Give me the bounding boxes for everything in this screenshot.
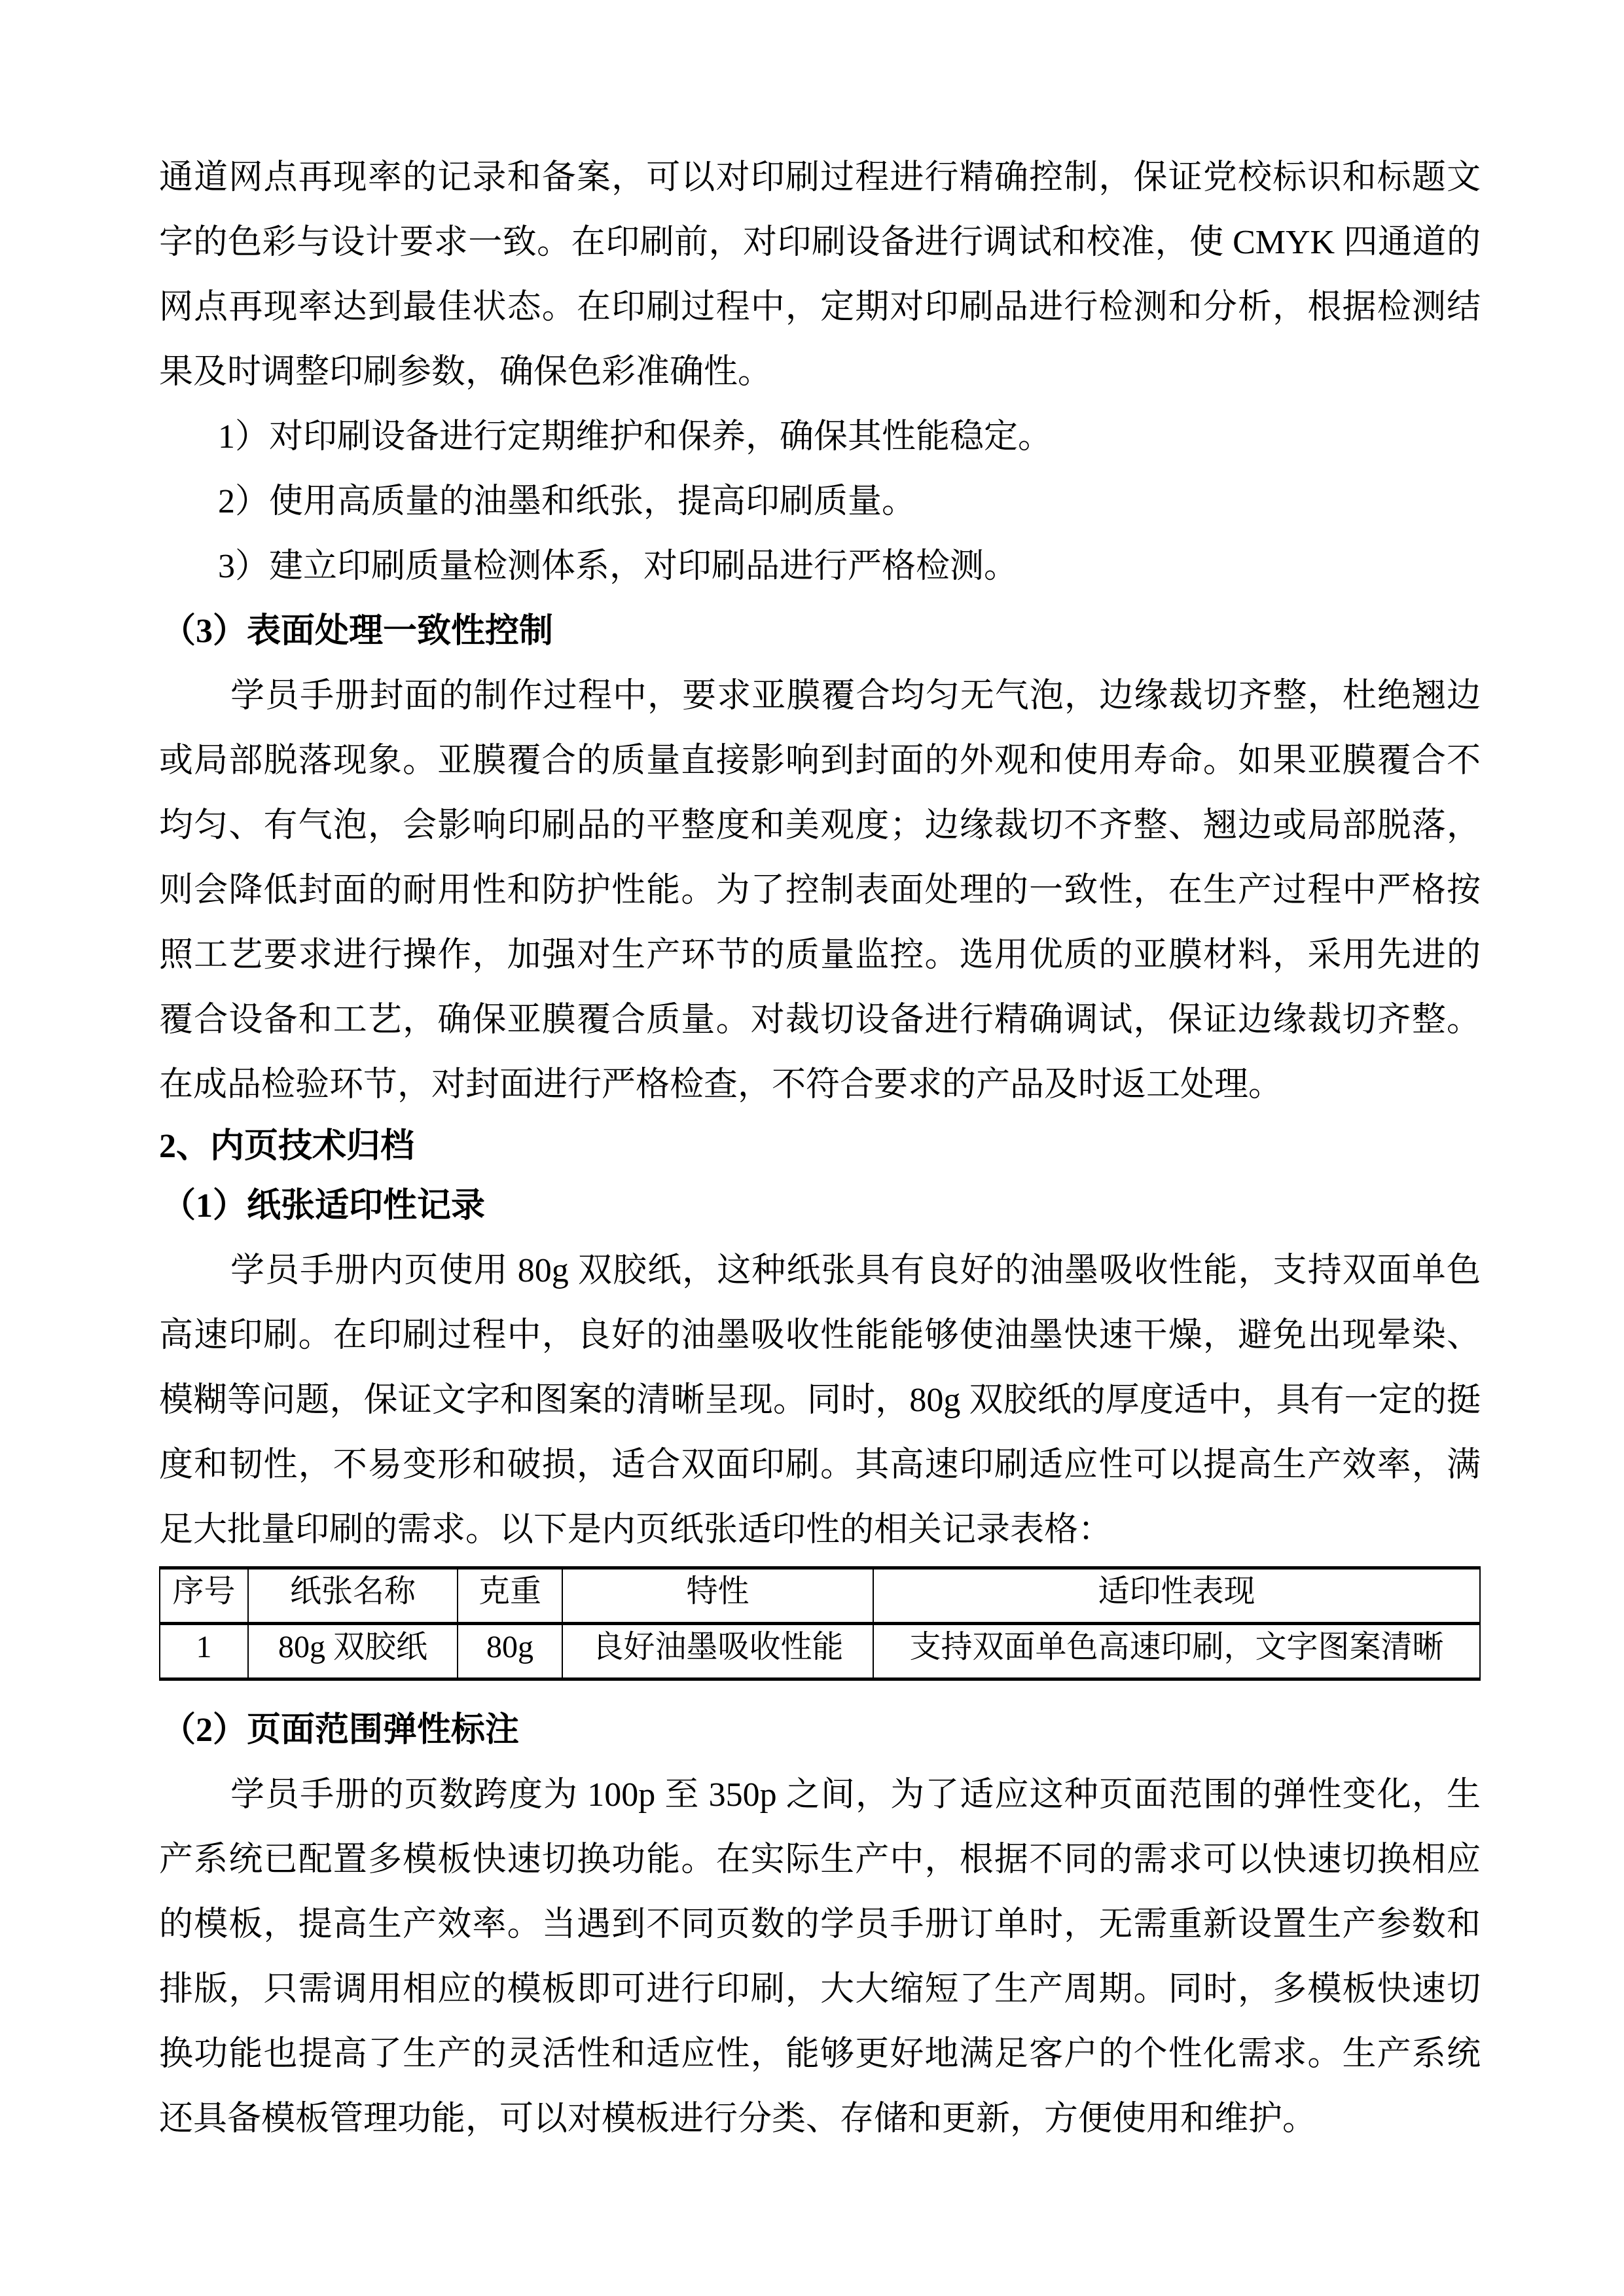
- document-page: [159, 145, 1481, 2151]
- header-cell: 纸张名称: [248, 1568, 458, 1624]
- header-cell: 适印性表现: [873, 1568, 1480, 1624]
- list-item: 2）使用高质量的油墨和纸张，提高印刷质量。: [218, 483, 916, 520]
- table-cell: 1: [160, 1624, 248, 1679]
- table-cell: 80g: [458, 1624, 562, 1679]
- header-cell: 特性: [562, 1568, 873, 1624]
- table-cell: 支持双面单色高速印刷，文字图案清晰: [873, 1624, 1480, 1679]
- table-cell: 80g 双胶纸: [248, 1624, 458, 1679]
- list-item: 1）对印刷设备进行定期维护和保养，确保其性能稳定。: [218, 418, 1053, 456]
- paragraph-surface-treatment: 学员手册封面的制作过程中，要求亚膜覆合均匀无气泡，边缘裁切齐整，杜绝翘边或局部脱落现象。亚膜覆合的质量直接影响到封面的外观和使用寿命。如果亚膜覆合不均匀、有气泡，会影响印刷品的平整度和美观度；边缘裁切不齐整、翘边或局部脱落，则会降低封面的耐用性和防护性能。为了控制表面处理的一致性，在生产过程中严格按照工艺要求进行操作，加强对生产环节的质量监控。选用优质的亚膜材料，采用先进的覆合设备和工艺，确保亚膜覆合质量。对裁切设备进行精确调试，保证边缘裁切齐整。在成品检验环节，对封面进行严格检查，不符合要求的产品及时返工处理。: [159, 677, 1481, 1103]
- table-header-row: [160, 1568, 1480, 1624]
- paragraph-paper-printability: 学员手册内页使用 80g 双胶纸，这种纸张具有良好的油墨吸收性能，支持双面单色高速印刷。在印刷过程中，良好的油墨吸收性能能够使油墨快速干燥，避免出现晕染、模糊等问题，保证文字和图案的清晰呈现。同时，80g 双胶纸的厚度适中，具有一定的挺度和韧性，不易变形和破损，适合双面印刷。其高速印刷适应性可以提高生产效率，满足大批量印刷的需求。以下是内页纸张适印性的相关记录表格：: [159, 1252, 1481, 1549]
- list-item: 3）建立印刷质量检测体系，对印刷品进行严格检测。: [218, 548, 1019, 585]
- printability-table: [159, 1566, 1481, 1681]
- heading-surface-treatment: （3）表面处理一致性控制: [162, 613, 554, 650]
- paragraph-color-control: 通道网点再现率的记录和备案，可以对印刷过程进行精确控制，保证党校标识和标题文字的色彩与设计要求一致。在印刷前，对印刷设备进行调试和校准，使 CMYK 四通道的网点再现率达到最佳状态。在印刷过程中，定期对印刷品进行检测和分析，根据检测结果及时调整印刷参数，确保色彩准确性。: [159, 159, 1481, 391]
- header-cell: 序号: [160, 1568, 248, 1624]
- heading-paper-printability: （1）纸张适印性记录: [162, 1187, 486, 1225]
- header-cell: 克重: [458, 1568, 562, 1624]
- table-row: [160, 1624, 1480, 1679]
- paragraph-page-range: 学员手册的页数跨度为 100p 至 350p 之间，为了适应这种页面范围的弹性变化，生产系统已配置多模板快速切换功能。在实际生产中，根据不同的需求可以快速切换相应的模板，提高生产效率。当遇到不同页数的学员手册订单时，无需重新设置生产参数和排版，只需调用相应的模板即可进行印刷，大大缩短了生产周期。同时，多模板快速切换功能也提高了生产的灵活性和适应性，能够更好地满足客户的个性化需求。生产系统还具备模板管理功能，可以对模板进行分类、存储和更新，方便使用和维护。: [159, 1776, 1481, 2138]
- table-cell: 良好油墨吸收性能: [562, 1624, 873, 1679]
- section-heading-inner-pages: 2、内页技术归档: [159, 1128, 415, 1165]
- heading-page-range: （2）页面范围弹性标注: [162, 1712, 520, 1749]
